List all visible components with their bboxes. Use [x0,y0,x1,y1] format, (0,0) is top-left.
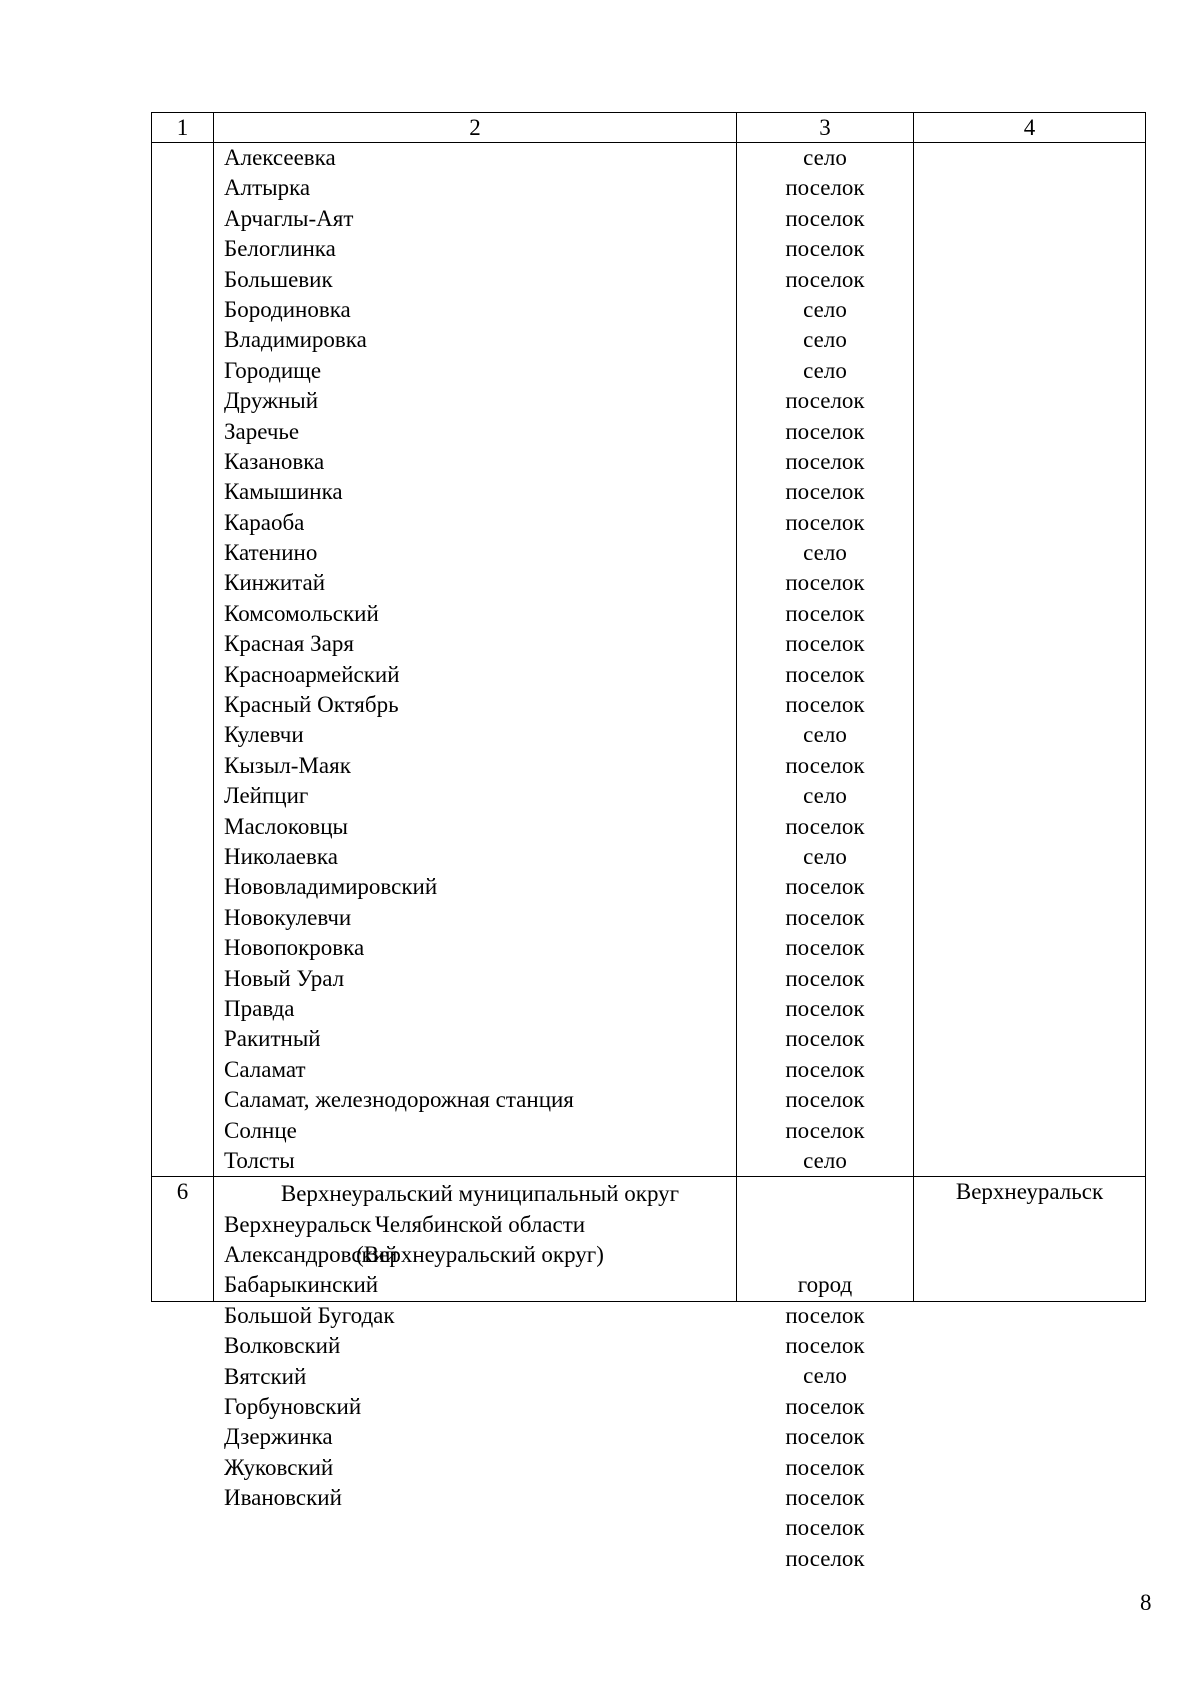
section-6-title-line-2: Челябинской области [374,1211,586,1237]
settlement-name: Горбуновский [224,1394,362,1420]
table-header-row [152,113,1146,143]
settlement-type: село [803,296,847,322]
section-6-title-line-1: Верхнеуральский муниципальный округ [280,1181,680,1207]
settlement-name: Дзержинка [224,1424,333,1450]
settlement-name: Александровский [224,1242,398,1268]
settlement-name: Алексеевка [224,145,336,170]
settlement-name: Красноармейский [224,661,400,687]
settlement-type: село [803,1147,847,1173]
settlement-type: поселок [785,175,865,201]
section-prev-center [914,143,1146,1177]
settlement-name: Нововладимировский [224,874,438,900]
settlement-name: Катенино [224,540,318,566]
section-6-types-spacer [737,1177,913,1270]
settlement-type: поселок [785,1424,865,1450]
settlement-type: село [803,843,847,869]
section-prev-number [152,143,214,1177]
settlement-type: село [803,540,847,566]
settlement-name: Владимировка [224,327,367,353]
settlement-name: Лейпциг [224,783,309,809]
settlement-type: поселок [785,1117,865,1143]
settlement-name: Казановка [224,448,325,474]
settlement-name: Комсомольский [224,600,379,626]
settlement-type: поселок [785,1393,865,1419]
settlement-type: поселок [785,205,865,231]
settlement-name: Красная Заря [224,631,354,657]
settlement-type: поселок [785,266,865,292]
settlement-type: поселок [785,752,865,778]
settlement-type: поселок [785,1056,865,1082]
section-prev-row [152,143,1146,1177]
settlement-type: поселок [785,904,865,930]
settlement-name: Правда [224,995,295,1021]
settlement-type: поселок [785,874,865,900]
settlement-name: Белоглинка [224,236,336,262]
settlement-name: Новокулевчи [224,904,352,930]
settlement-name: Толсты [224,1147,295,1173]
settlement-type: поселок [785,813,865,839]
settlement-type: поселок [785,935,865,961]
settlement-name: Большевик [224,266,333,292]
section-prev-types [737,143,914,1177]
settlement-name: Камышинка [224,479,343,505]
settlement-type: поселок [785,1333,865,1359]
settlement-type: поселок [785,418,865,444]
settlement-name: Караоба [224,509,305,535]
settlement-name: Жуковский [224,1454,334,1480]
settlement-type: поселок [785,965,865,991]
settlement-type: поселок [785,995,865,1021]
section-6-center: Верхнеуральск [914,1177,1146,1301]
settlement-name: Заречье [224,418,300,444]
settlement-name: Вятский [224,1363,307,1389]
settlement-type: поселок [785,1485,865,1511]
settlement-name: Городище [224,357,322,383]
settlement-type: поселок [785,1087,865,1113]
settlements-table [151,112,1146,1571]
settlement-type: поселок [785,600,865,626]
settlement-name: Маслоковцы [224,813,348,839]
settlement-name: Арчаглы-Аят [224,205,354,231]
settlement-name: Алтырка [224,175,311,201]
section-6-types [737,1177,914,1571]
settlement-type: село [803,327,847,353]
settlement-type: поселок [785,1302,865,1328]
settlement-name: Верхнеуральск [224,1211,372,1237]
settlement-name: Кызыл-Маяк [224,752,351,778]
settlement-type: село [803,145,847,170]
settlement-type: поселок [785,692,865,718]
settlement-type: поселок [785,1515,865,1541]
header-col-3: 3 [737,113,914,143]
settlement-name: Кинжитай [224,570,326,596]
section-6-title-line-3: (Верхнеуральский округ) [356,1242,604,1268]
settlement-type: поселок [785,1454,865,1480]
settlement-type: поселок [785,236,865,262]
settlement-type: поселок [785,661,865,687]
settlement-type: поселок [785,631,865,657]
settlement-type: село [803,1363,847,1389]
settlement-name: Солнце [224,1117,297,1143]
settlement-type: поселок [785,1545,865,1571]
settlement-type: село [803,722,847,748]
settlement-name: Волковский [224,1333,341,1359]
settlement-name: Саламат, железнодорожная станция [224,1087,574,1113]
page-number: 8 [1140,1590,1152,1615]
settlement-name: Дружный [224,388,319,414]
settlement-name: Новый Урал [224,965,345,991]
settlement-name: Ивановский [224,1485,342,1511]
section-6-names [214,1177,737,1511]
section-6-row [152,1177,1146,1301]
settlement-type: поселок [785,388,865,414]
settlement-name: Саламат [224,1056,306,1082]
settlement-name: Бабарыкинский [224,1272,379,1298]
settlement-name: Николаевка [224,843,338,869]
settlement-name: Большой Бугодак [224,1302,395,1328]
section-prev-names [214,143,737,1177]
settlement-type: село [803,783,847,809]
settlement-type: поселок [785,509,865,535]
settlement-type: поселок [785,1026,865,1052]
settlement-name: Новопокровка [224,935,365,961]
section-6-settlement-types [737,1270,913,1571]
settlement-type: поселок [785,479,865,505]
section-6-number: 6 [152,1177,214,1301]
settlement-type: село [803,357,847,383]
header-col-2: 2 [214,113,737,143]
settlement-type: город [797,1272,853,1298]
header-col-4: 4 [914,113,1146,143]
settlement-name: Красный Октябрь [224,692,399,718]
settlement-type: поселок [785,448,865,474]
settlement-type: поселок [785,570,865,596]
settlement-name: Ракитный [224,1026,321,1052]
settlement-name: Бородиновка [224,296,351,322]
settlement-name: Кулевчи [224,722,304,748]
header-col-1: 1 [152,113,214,143]
